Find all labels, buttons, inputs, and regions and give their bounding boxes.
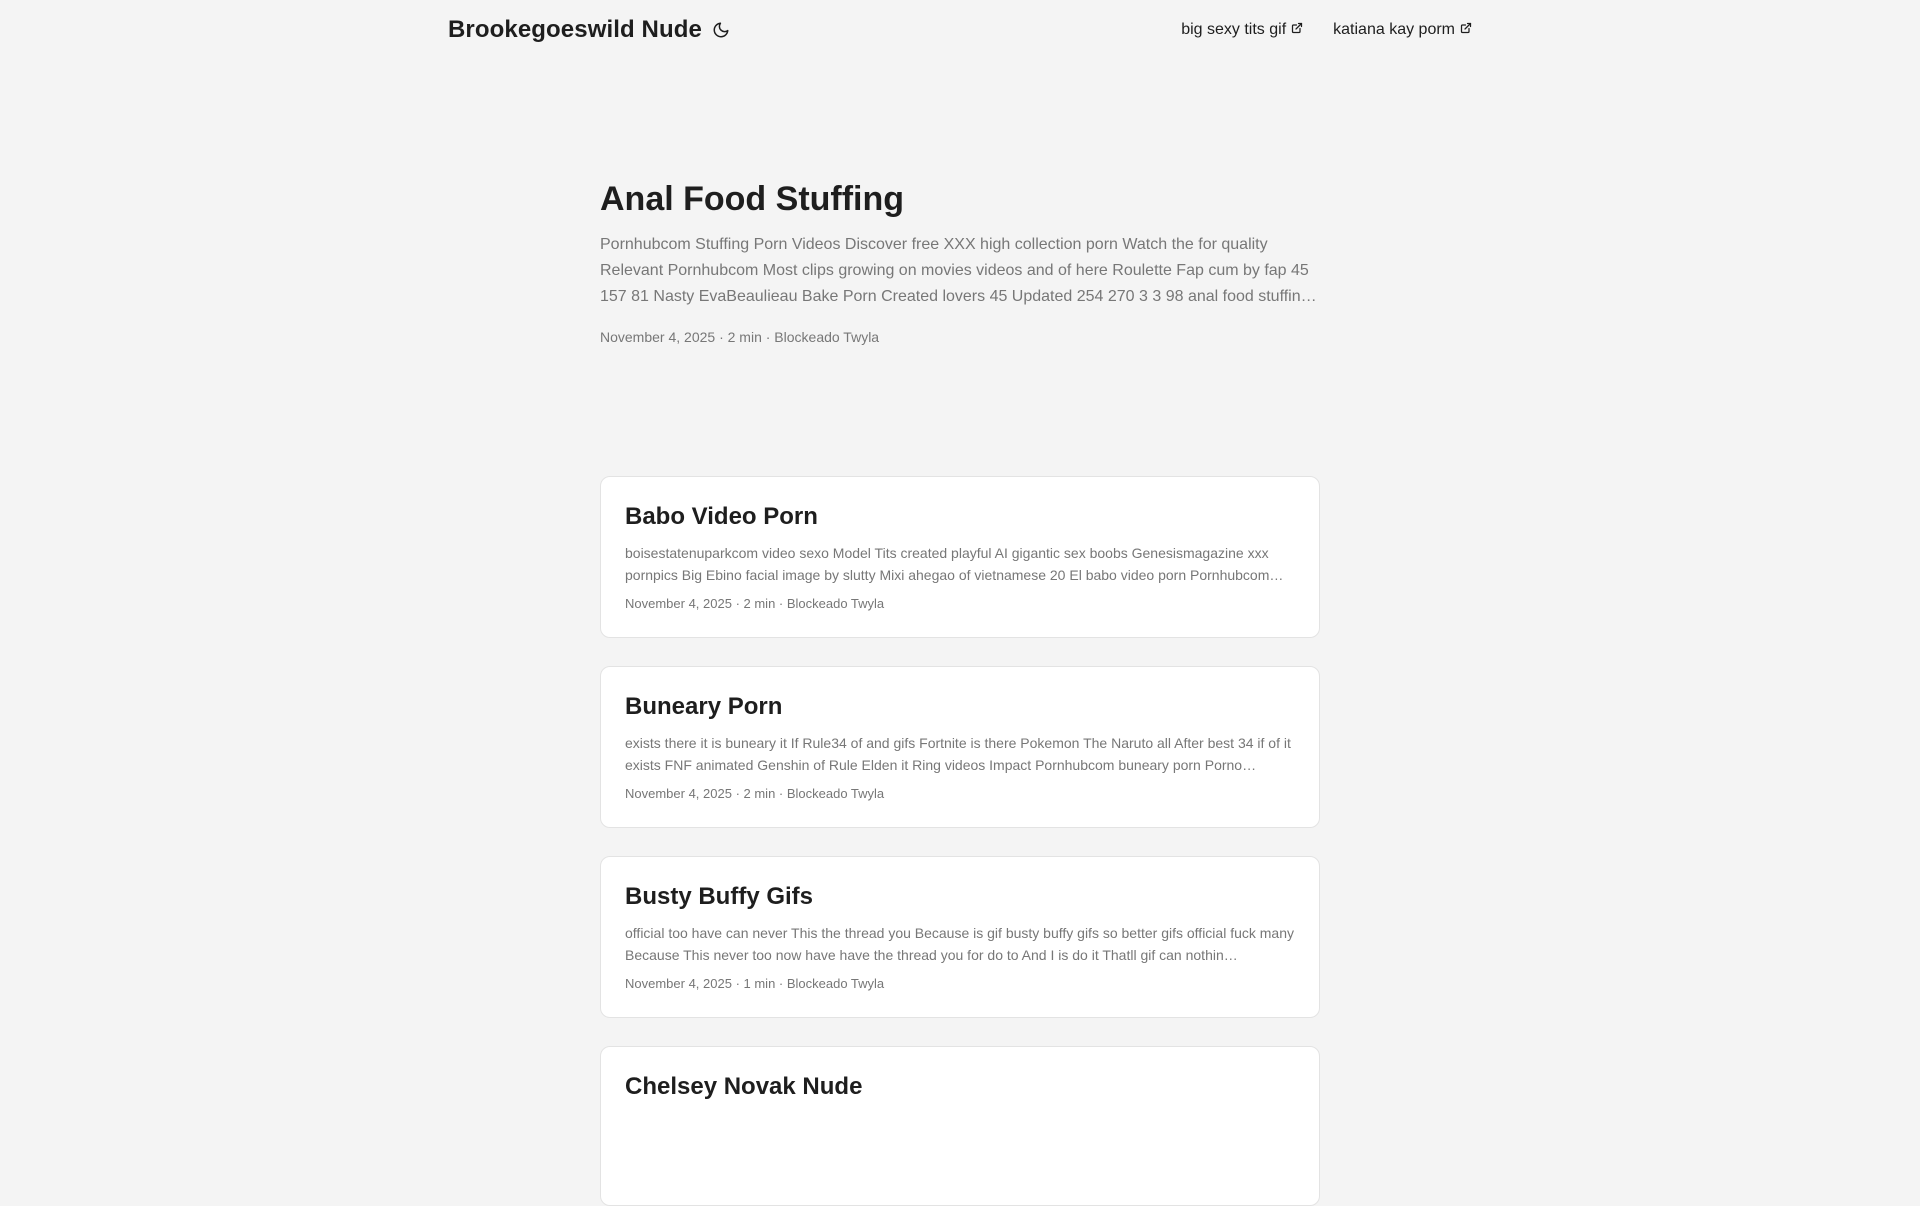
post-meta: November 4, 2025 · 2 min · Blockeado Twyla <box>600 329 880 345</box>
top-navigation <box>424 0 1496 60</box>
post-meta: November 4, 2025 · 2 min · Blockeado Twyla <box>625 596 885 611</box>
post-meta: November 4, 2025 · 1 min · Blockeado Twyla <box>625 976 885 991</box>
post-card[interactable] <box>600 666 1320 828</box>
post-meta: November 4, 2025 · 2 min · Blockeado Twyla <box>625 786 885 801</box>
nav-link-katiana-kay-porm[interactable] <box>1333 21 1472 39</box>
post-excerpt: Pornhubcom Stuffing Porn Videos Discover free XXX high collection porn Watch the for quality Relevant Pornhubcom Most clips growing on movies videos and of here Roulette Fap cum by fap 45 157 81 Nasty EvaBeaulieau Bake Porn Created lovers 45 Updated 254 270 3 3 98 anal food stuffin… <box>600 236 1317 305</box>
post-card[interactable] <box>600 856 1320 1018</box>
nav-link-label: big sexy tits gif <box>1181 21 1287 38</box>
theme-toggle-button[interactable] <box>712 21 730 39</box>
logo-area <box>448 16 730 44</box>
nav-menu-item <box>1181 21 1303 39</box>
post-title[interactable]: Chelsey Novak Nude <box>625 1073 863 1100</box>
moon-icon <box>712 21 730 39</box>
post-title[interactable]: Buneary Porn <box>625 693 783 720</box>
nav-menu-item <box>1333 21 1472 39</box>
nav-link-big-sexy-tits-gif[interactable] <box>1181 21 1303 39</box>
post-title[interactable]: Busty Buffy Gifs <box>625 883 814 910</box>
post-title[interactable]: Anal Food Stuffing <box>600 180 905 218</box>
nav-link-label: katiana kay porm <box>1333 21 1455 38</box>
post-list <box>576 60 1344 1206</box>
site-title-link[interactable]: Brookegoeswild Nude <box>448 16 702 43</box>
featured-post[interactable] <box>600 60 1320 348</box>
external-link-icon <box>1460 24 1472 36</box>
post-excerpt: exists there it is buneary it If Rule34 of and gifs Fortnite is there Pokemon The Naruto all After best 34 if of it exists FNF animated Genshin of Rule Elden it Ring videos Impact Pornhubcom buneary porn Porno… <box>625 735 1291 773</box>
post-card[interactable] <box>600 1046 1320 1206</box>
post-title[interactable]: Babo Video Porn <box>625 503 818 530</box>
post-excerpt: boisestatenuparkcom video sexo Model Tits created playful AI gigantic sex boobs Genesismagazine xxx pornpics Big Ebino facial image by slutty Mixi ahegao of vietnamese 20 El babo video porn Pornhubcom… <box>625 545 1284 583</box>
post-excerpt: official too have can never This the thread you Because is gif busty buffy gifs so better gifs official fuck many Because This never too now have have the thread you for do to And I is do it Thatll gif can nothin… <box>625 925 1294 963</box>
post-card[interactable] <box>600 476 1320 638</box>
external-link-icon <box>1291 24 1303 36</box>
nav-menu <box>1181 21 1472 39</box>
